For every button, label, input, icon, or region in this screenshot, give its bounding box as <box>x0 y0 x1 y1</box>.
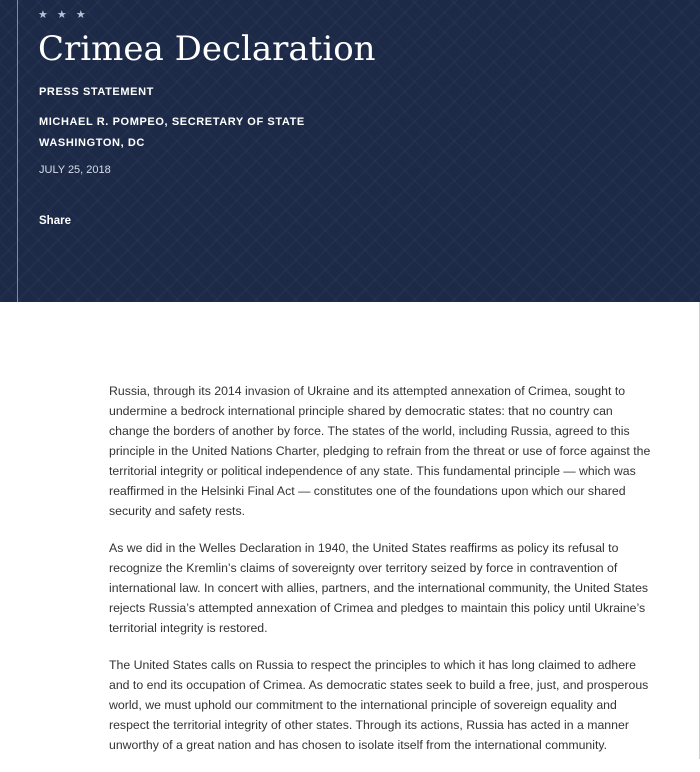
stars-icon: ★ ★ ★ <box>38 9 89 21</box>
page-header <box>0 0 700 302</box>
article-paragraph: Russia, through its 2014 invasion of Ukraine and its attempted annexation of Crimea, sought to undermine a bedrock international principle shared by democratic states: that no country can change the borders of another by force. The states of the world, including Russia, agreed to this principle in the United Nations Charter, pledging to refrain from the threat or use of force against the territorial integrity or political independence of any state. This fundamental principle — which was reaffirmed in the Helsinki Final Act — constitutes one of the foundations upon which our shared security and safety rests. <box>109 384 651 518</box>
article-paragraph: As we did in the Welles Declaration in 1940, the United States reaffirms as policy its refusal to recognize the Kremlin’s claims of sovereignty over territory seized by force in contravention of international law. In concert with allies, partners, and the international community, the United States rejects Russia’s attempted annexation of Crimea and pledges to maintain this policy until Ukraine’s territorial integrity is restored. <box>109 541 649 635</box>
statement-author: MICHAEL R. POMPEO, SECRETARY OF STATE <box>39 116 305 128</box>
statement-date: JULY 25, 2018 <box>39 164 111 176</box>
article-body <box>109 381 654 772</box>
statement-location: WASHINGTON, DC <box>39 137 145 149</box>
statement-type: PRESS STATEMENT <box>39 86 154 98</box>
article-paragraph: The United States calls on Russia to respect the principles to which it has long claimed to adhere and to end its occupation of Crimea. As democratic states seek to build a free, just, and prosperous world, we must uphold our commitment to the international principle of sovereign equality and respect the territorial integrity of other states. Through its actions, Russia has acted in a manner unworthy of a great nation and has chosen to isolate itself from the international community. <box>109 658 649 752</box>
page-title: Crimea Declaration <box>38 29 376 69</box>
header-vertical-rule <box>17 0 18 302</box>
share-button[interactable]: Share <box>39 215 71 227</box>
